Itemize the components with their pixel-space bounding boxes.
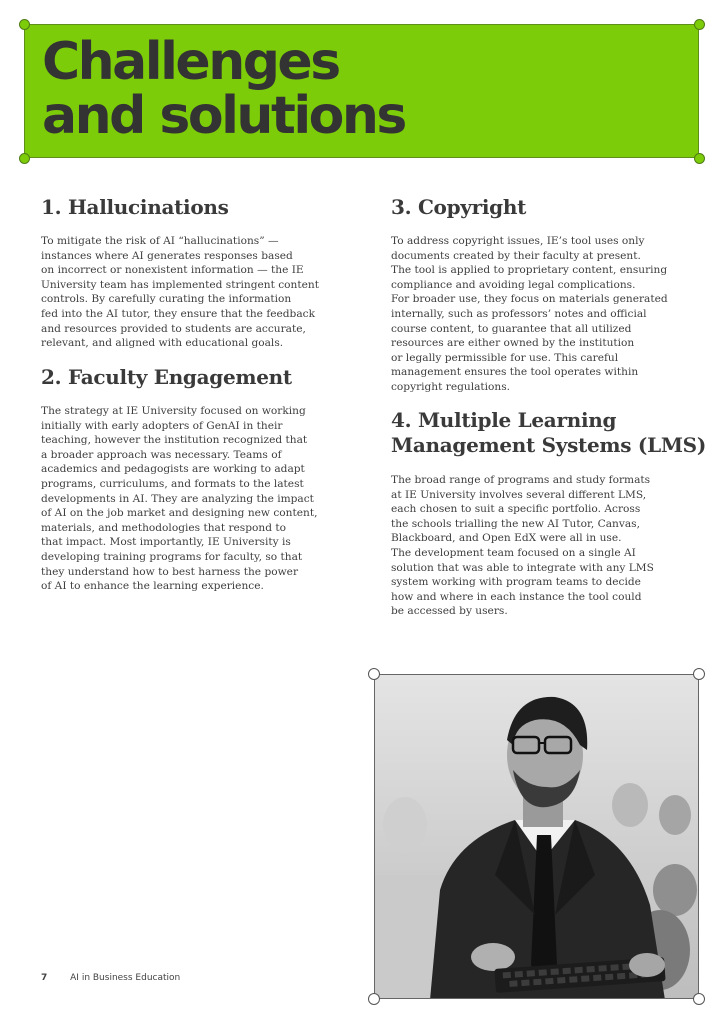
page-number: 7 [41, 973, 48, 983]
section-heading-line-1: 4. Multiple Learning [391, 408, 617, 432]
section-heading [391, 408, 711, 458]
section-multiple-lms [391, 408, 711, 619]
section-body: To mitigate the risk of AI “hallucinations” — instances where AI generates responses based on incorrect or nonexistent information — the IE University team has implemented stringent content controls. By carefully curating the information fed into the AI tutor, they ensure that the feedback and resources provided to students are accurate, relevant, and aligned with educational goals. [41, 235, 319, 350]
selection-handle-bottom-right[interactable] [694, 153, 705, 164]
section-body: The strategy at IE University focused on working initially with early adopters of GenAI in their teaching, however the institution recognized that a broader approach was necessary. Teams of academics and pedagogists are working to adapt programs, curriculums, and formats to the latest developments in AI. They are analyzing the impact of AI on the job market and designing new content, materials, and methodologies that respond to that impact. Most importantly, IE University is developing training programs for faculty, so that they understand how to best harness the power of AI to enhance the learning experience. [41, 405, 318, 593]
section-body: The broad range of programs and study formats at IE University involves several different LMS, each chosen to suit a specific portfolio. Across the schools trialling the new AI Tutor, Canvas, Blackboard, and Open EdX were all in use. The development team focused on a single AI solution that was able to integrate with any LMS system working with program teams to decide how and where in each instance the tool could be accessed by users. [391, 474, 654, 618]
section-copyright [391, 195, 691, 395]
section-heading: 3. Copyright [391, 195, 527, 219]
section-faculty-engagement [41, 365, 341, 594]
section-heading: 1. Hallucinations [41, 195, 229, 219]
selection-handle-bottom-left[interactable] [19, 153, 30, 164]
page-title-line-2: and solutions [42, 86, 405, 146]
photo-handle-top-left[interactable] [368, 668, 380, 680]
section-heading-line-2: Management Systems (LMS) [391, 433, 706, 457]
section-hallucinations [41, 195, 341, 351]
page-title-line-1: Challenges [42, 32, 339, 92]
page-footer [41, 973, 180, 983]
presenter-illustration [375, 675, 699, 999]
photo-handle-top-right[interactable] [693, 668, 705, 680]
title-banner [24, 24, 699, 158]
photo-handle-bottom-left[interactable] [368, 993, 380, 1005]
selection-handle-top-right[interactable] [694, 19, 705, 30]
photo-handle-bottom-right[interactable] [693, 993, 705, 1005]
presenter-photo[interactable] [374, 674, 699, 999]
page-title [42, 32, 405, 146]
section-body: To address copyright issues, IE’s tool uses only documents created by their faculty at present. The tool is applied to proprietary content, ensuring compliance and avoiding legal complications. For broader use, they focus on materials generated internally, such as professors’ notes and official course content, to guarantee that all utilized resources are either owned by the institution or legally permissible for use. This careful management ensures the tool operates within copyright regulations. [391, 235, 668, 393]
publication-title: AI in Business Education [70, 973, 181, 983]
selection-handle-top-left[interactable] [19, 19, 30, 30]
section-heading: 2. Faculty Engagement [41, 365, 292, 389]
